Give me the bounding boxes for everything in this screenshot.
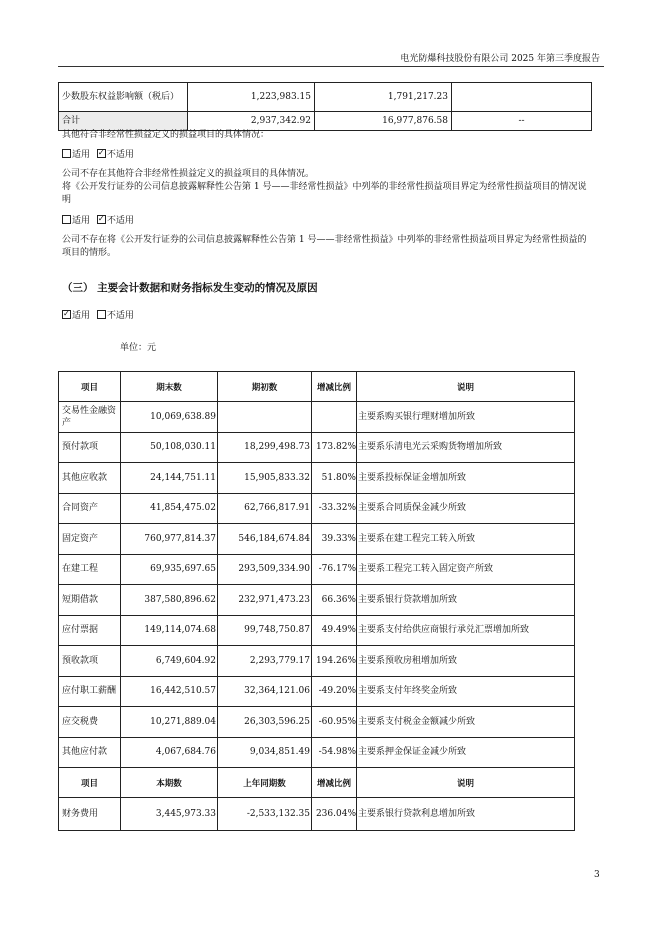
item-cell: 交易性金融资产 <box>59 402 121 433</box>
checkbox-label: 不适用 <box>106 311 134 321</box>
end-cell: 24,144,751.11 <box>121 463 218 494</box>
change-cell: 236.04% <box>312 798 357 831</box>
checkbox-row <box>62 149 134 162</box>
table-row <box>59 585 575 616</box>
change-cell: -49.20% <box>312 676 357 707</box>
begin-cell: 26,303,596.25 <box>218 707 312 738</box>
unit-label: 单位：元 <box>120 343 157 353</box>
checkbox-row <box>62 310 134 323</box>
page-number: 3 <box>594 870 600 880</box>
note-cell: 主要系工程完工转入固定资产所致 <box>357 554 575 585</box>
change-cell: -60.95% <box>312 707 357 738</box>
checkbox-row <box>62 215 134 228</box>
current-value: 1,223,983.15 <box>188 83 315 112</box>
begin-cell: 99,748,750.87 <box>218 615 312 646</box>
note-cell: 主要系支付年终奖金所致 <box>357 676 575 707</box>
note-cell: -- <box>452 112 592 131</box>
note-cell: 主要系投标保证金增加所致 <box>357 463 575 494</box>
note-cell: 主要系支付给供应商银行承兑汇票增加所致 <box>357 615 575 646</box>
table-row <box>59 524 575 555</box>
current-value: 2,937,342.92 <box>188 112 315 131</box>
change-cell: 49.49% <box>312 615 357 646</box>
end-cell: 149,114,074.68 <box>121 615 218 646</box>
table-row <box>59 493 575 524</box>
checkbox-checked[interactable] <box>97 215 106 224</box>
change-cell: 39.33% <box>312 524 357 555</box>
header-divider <box>58 66 604 67</box>
table-row <box>59 646 575 677</box>
table-row <box>59 707 575 738</box>
change-cell: -76.17% <box>312 554 357 585</box>
table-row <box>59 737 575 768</box>
change-cell <box>312 402 357 433</box>
item-cell: 合同资产 <box>59 493 121 524</box>
table-row <box>59 554 575 585</box>
item-cell: 应交税费 <box>59 707 121 738</box>
end-cell: 50,108,030.11 <box>121 432 218 463</box>
change-cell: 51.80% <box>312 463 357 494</box>
note-cell: 主要系银行贷款利息增加所致 <box>357 798 575 831</box>
row-label: 合计 <box>59 112 188 131</box>
item-cell: 预收款项 <box>59 646 121 677</box>
note-cell: 主要系购买银行理财增加所致 <box>357 402 575 433</box>
begin-cell: 293,509,334.90 <box>218 554 312 585</box>
begin-cell: 9,034,851.49 <box>218 737 312 768</box>
end-cell: 6,749,604.92 <box>121 646 218 677</box>
begin-cell: 546,184,674.84 <box>218 524 312 555</box>
paragraph: 公司不存在其他符合非经常性损益定义的损益项目的具体情况。 <box>62 169 315 179</box>
end-cell: 760,977,814.37 <box>121 524 218 555</box>
paragraph: 将《公开发行证券的公司信息披露解释性公告第 1 号——非经常性损益》中列举的非经常性损益项目界定为经常性损益项目的情况说明 <box>62 182 587 205</box>
table-row <box>59 83 592 112</box>
end-cell: 387,580,896.62 <box>121 585 218 616</box>
end-cell: 10,271,889.04 <box>121 707 218 738</box>
item-cell: 预付款项 <box>59 432 121 463</box>
column-header: 说明 <box>357 768 575 798</box>
note-cell <box>452 83 592 112</box>
table-row <box>59 676 575 707</box>
column-header: 项目 <box>59 768 121 798</box>
end-cell: 10,069,638.89 <box>121 402 218 433</box>
item-cell: 财务费用 <box>59 798 121 831</box>
column-header: 期初数 <box>218 372 312 402</box>
end-cell: 4,067,684.76 <box>121 737 218 768</box>
note-cell: 主要系支付税金金额减少所致 <box>357 707 575 738</box>
page-header: 电光防爆科技股份有限公司 2025 年第三季度报告 <box>400 54 600 64</box>
checkbox-label: 适用 <box>72 150 91 160</box>
begin-cell: 32,364,121.06 <box>218 676 312 707</box>
row-label: 少数股东权益影响额（税后） <box>59 83 188 112</box>
change-cell: 173.82% <box>312 432 357 463</box>
section-title: （三） 主要会计数据和财务指标发生变动的情况及原因 <box>62 282 318 294</box>
end-cell: 16,442,510.57 <box>121 676 218 707</box>
begin-cell <box>218 402 312 433</box>
non-recurring-table-tail <box>58 82 592 131</box>
checkbox-unchecked[interactable] <box>62 149 71 158</box>
note-cell: 主要系押金保证金减少所致 <box>357 737 575 768</box>
column-header: 增减比例 <box>312 372 357 402</box>
previous-cell: -2,533,132.35 <box>218 798 312 831</box>
note-cell: 主要系预收房租增加所致 <box>357 646 575 677</box>
item-cell: 固定资产 <box>59 524 121 555</box>
note-cell: 主要系在建工程完工转入所致 <box>357 524 575 555</box>
item-cell: 在建工程 <box>59 554 121 585</box>
checkbox-label: 不适用 <box>106 150 134 160</box>
ytd-value: 16,977,876.58 <box>315 112 452 131</box>
checkbox-checked[interactable] <box>62 310 71 319</box>
table-row <box>59 432 575 463</box>
balance-change-table <box>58 371 575 831</box>
checkbox-checked[interactable] <box>97 149 106 158</box>
item-cell: 其他应付款 <box>59 737 121 768</box>
begin-cell: 232,971,473.23 <box>218 585 312 616</box>
end-cell: 41,854,475.02 <box>121 493 218 524</box>
table-row <box>59 463 575 494</box>
note-cell: 主要系合同质保金减少所致 <box>357 493 575 524</box>
begin-cell: 62,766,817.91 <box>218 493 312 524</box>
begin-cell: 18,299,498.73 <box>218 432 312 463</box>
end-cell: 69,935,697.65 <box>121 554 218 585</box>
change-cell: -54.98% <box>312 737 357 768</box>
checkbox-unchecked[interactable] <box>97 310 106 319</box>
column-header: 上年同期数 <box>218 768 312 798</box>
change-cell: -33.32% <box>312 493 357 524</box>
table-row <box>59 615 575 646</box>
checkbox-label: 不适用 <box>106 216 134 226</box>
table-row <box>59 798 575 831</box>
column-header: 期末数 <box>121 372 218 402</box>
ytd-value: 1,791,217.23 <box>315 83 452 112</box>
column-header: 说明 <box>357 372 575 402</box>
paragraph: 其他符合非经常性损益定义的损益项目的具体情况： <box>62 130 270 140</box>
table-row <box>59 402 575 433</box>
item-cell: 应付职工薪酬 <box>59 676 121 707</box>
item-cell: 其他应收款 <box>59 463 121 494</box>
item-cell: 短期借款 <box>59 585 121 616</box>
table-row <box>59 112 592 131</box>
change-cell: 194.26% <box>312 646 357 677</box>
note-cell: 主要系银行贷款增加所致 <box>357 585 575 616</box>
table-header-row <box>59 768 575 798</box>
begin-cell: 15,905,833.32 <box>218 463 312 494</box>
paragraph: 公司不存在将《公开发行证券的公司信息披露解释性公告第 1 号——非经常性损益》中列举的非经常性损益项目界定为经常性损益的项目的情形。 <box>62 235 587 258</box>
checkbox-unchecked[interactable] <box>62 215 71 224</box>
note-cell: 主要系乐清电光云采购货物增加所致 <box>357 432 575 463</box>
column-header: 本期数 <box>121 768 218 798</box>
current-cell: 3,445,973.33 <box>121 798 218 831</box>
column-header: 增减比例 <box>312 768 357 798</box>
checkbox-label: 适用 <box>72 311 91 321</box>
table-header-row <box>59 372 575 402</box>
change-cell: 66.36% <box>312 585 357 616</box>
checkbox-label: 适用 <box>72 216 91 226</box>
begin-cell: 2,293,779.17 <box>218 646 312 677</box>
item-cell: 应付票据 <box>59 615 121 646</box>
column-header: 项目 <box>59 372 121 402</box>
